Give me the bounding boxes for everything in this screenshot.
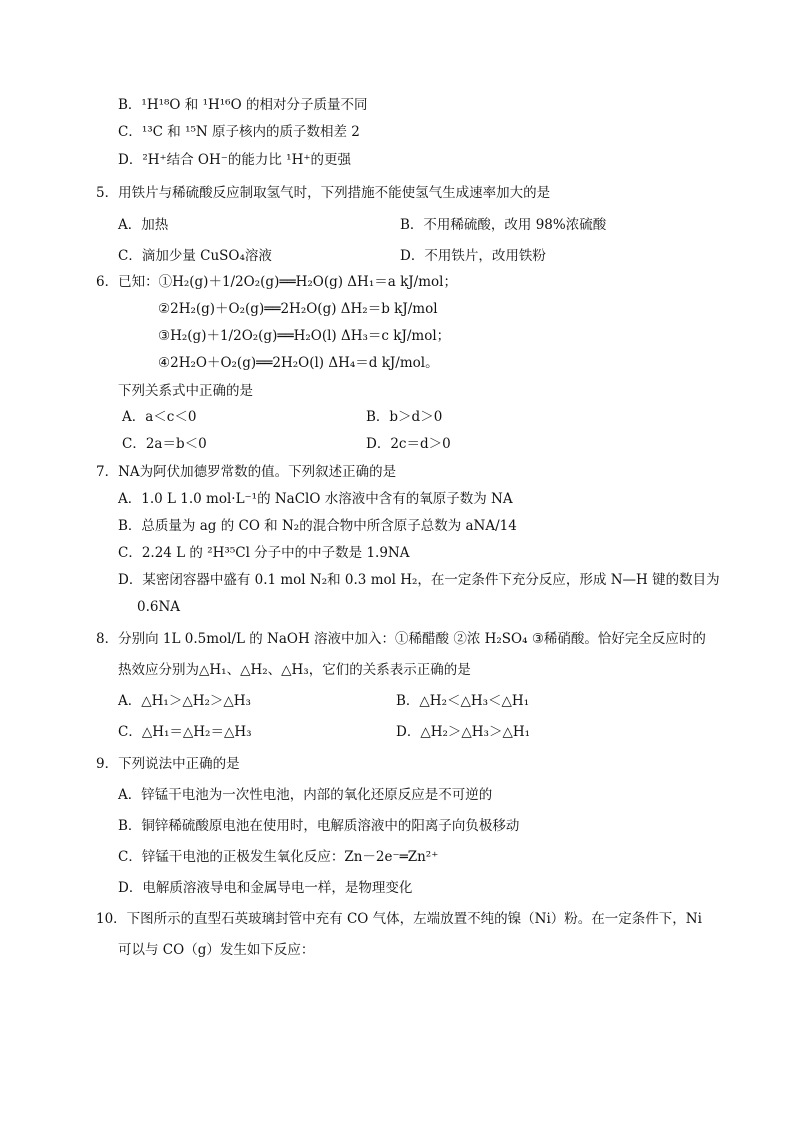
q6-option-d: D．2c＝d＞0 [366,436,451,452]
q9-option-b: B．铜锌稀硫酸原电池在使用时，电解质溶液中的阳离子向负极移动 [118,818,520,834]
q10-stem: 10．下图所示的直型石英玻璃封管中充有 CO 气体，左端放置不纯的镍（Ni）粉。在一定条件下，Ni [96,911,702,927]
q4-option-d: D．²H⁺结合 OH⁻的能力比 ¹H⁺的更强 [118,152,351,168]
q8-option-d: D．△H₂＞△H₃＞△H₁ [396,724,531,740]
q6-equation-4: ④2H₂O＋O₂(g)══2H₂O(l) ΔH₄＝d kJ/mol。 [158,355,439,371]
q5-option-d: D．不用铁片，改用铁粉 [400,248,546,264]
q9-option-a: A．锌锰干电池为一次性电池，内部的氧化还原反应是不可逆的 [118,787,493,803]
q4-option-b: B．¹H¹⁸O 和 ¹H¹⁶O 的相对分子质量不同 [118,97,368,113]
q8-option-b: B．△H₂＜△H₃＜△H₁ [396,693,530,709]
q5-stem: 5．用铁片与稀硫酸反应制取氢气时，下列措施不能使氢气生成速率加大的是 [96,185,551,201]
q9-option-d: D．电解质溶液导电和金属导电一样，是物理变化 [118,880,413,896]
q7-stem: 7．NA为阿伏加德罗常数的值。下列叙述正确的是 [96,464,397,480]
q7-option-a: A．1.0 L 1.0 mol·L⁻¹的 NaClO 水溶液中含有的氧原子数为 NA [118,491,513,507]
q8-option-c: C．△H₁＝△H₂＝△H₃ [118,724,252,740]
q9-stem: 9．下列说法中正确的是 [96,756,240,772]
q4-option-c: C．¹³C 和 ¹⁵N 原子核内的质子数相差 2 [118,124,360,140]
q8-option-a: A．△H₁＞△H₂＞△H₃ [118,693,251,709]
q7-option-c: C．2.24 L 的 ²H³⁵Cl 分子中的中子数是 1.9NA [118,545,410,561]
q7-option-b: B．总质量为 ag 的 CO 和 N₂的混合物中所含原子总数为 aNA/14 [118,518,517,534]
q7-option-d: D．某密闭容器中盛有 0.1 mol N₂和 0.3 mol H₂，在一定条件下充分反应，形成 N—H 键的数目为 [118,572,720,588]
q6-option-a: A．a＜c＜0 [122,409,197,425]
q9-option-c: C．锌锰干电池的正极发生氧化反应：Zn－2e⁻═Zn²⁺ [118,849,439,865]
q5-option-c: C．滴加少量 CuSO₄溶液 [118,248,272,264]
q10-stem-continued: 可以与 CO（g）发生如下反应： [118,942,315,958]
q6-option-c: C．2a＝b＜0 [122,436,207,452]
q8-stem-continued: 热效应分别为△H₁、△H₂、△H₃，它们的关系表示正确的是 [118,662,471,678]
q6-option-b: B．b＞d＞0 [366,409,443,425]
q6-equation-3: ③H₂(g)＋1/2O₂(g)══H₂O(l) ΔH₃＝c kJ/mol； [158,328,451,344]
q7-option-d-continued: 0.6NA [137,599,181,615]
q8-stem: 8．分别向 1L 0.5mol/L 的 NaOH 溶液中加入：①稀醋酸 ②浓 H₂SO₄ ③稀硝酸。恰好完全反应时的 [96,631,706,647]
q6-equation-2: ②2H₂(g)＋O₂(g)══2H₂O(g) ΔH₂＝b kJ/mol [158,301,438,317]
q6-ask: 下列关系式中正确的是 [118,383,253,399]
q5-option-a: A．加热 [118,217,169,233]
q6-stem: 6．已知：①H₂(g)＋1/2O₂(g)══H₂O(g) ΔH₁＝a kJ/mol； [96,274,457,290]
q5-option-b: B．不用稀硫酸，改用 98%浓硫酸 [400,217,607,233]
